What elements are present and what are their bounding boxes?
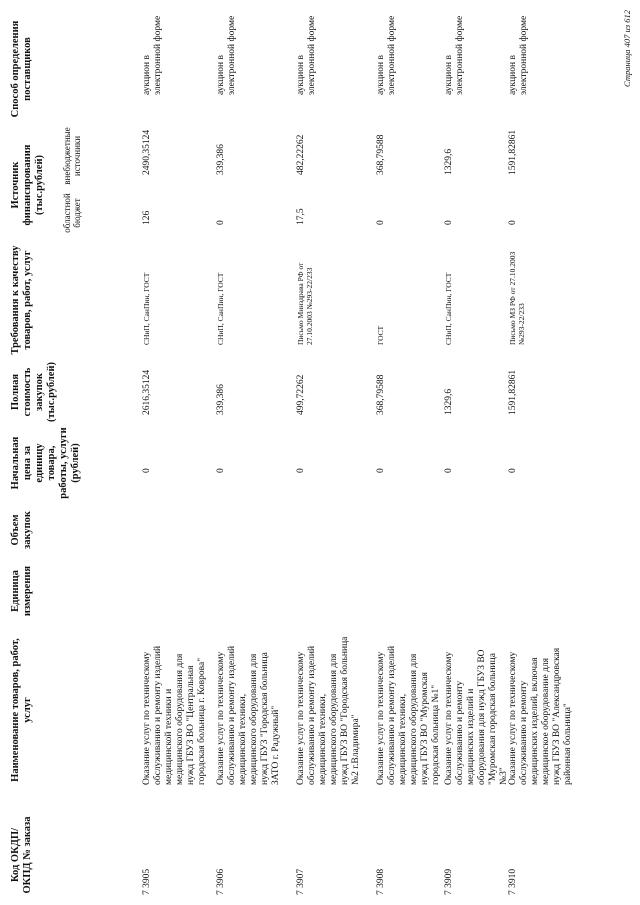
row-3908-id: 7 3908 xyxy=(376,868,386,895)
row-3910-id: 7 3910 xyxy=(508,868,518,895)
header-volume: Объем закупок xyxy=(10,511,34,549)
row-3910-name: Оказание услуг по техническому обслуживанию и ремонту медицинских изделий, включая медицинское оборудование для нужд ГБУЗ ВО "Александровская районная больница" xyxy=(508,647,573,785)
row-3909-name: Оказание услуг по техническому обслуживанию и ремонту медицинских изделий и оборудования для нужд ГБУЗ ВО "Муромская городская больница №3" xyxy=(444,649,509,785)
row-3906-total-cost: 339,386 xyxy=(216,384,226,415)
row-3905-unit-price: 0 xyxy=(142,468,152,473)
header-code: Код ОКДП/ ОКПД № заказа xyxy=(10,816,34,894)
row-3909-extra: 1329,6 xyxy=(444,148,454,175)
row-3910-regional: 0 xyxy=(508,220,518,225)
row-3908-name: Оказание услуг по техническому обслуживанию и ремонту изделий медицинской техники, медицинского оборудования для нужд ГБУЗ ВО "Муромская городская больница №1" xyxy=(376,645,441,785)
row-3910-unit-price: 0 xyxy=(508,468,518,473)
header-total-cost: Полная стоимость закупок (тыс.рублей) xyxy=(10,361,58,423)
row-3910-method: аукцион в электронной форме xyxy=(508,15,529,95)
row-3905-name: Оказание услуг по техническому обслуживанию и ремонту изделий медицинской техники и медицинского оборудования для нужд ГБУЗ ВО "Центральная городская больница г. Коврова" xyxy=(142,645,207,785)
row-3909-id: 7 3909 xyxy=(444,868,454,895)
row-3909-unit-price: 0 xyxy=(444,468,454,473)
row-3907-unit-price: 0 xyxy=(296,468,306,473)
row-3908-method: аукцион в электронной форме xyxy=(376,15,397,95)
row-3906-extra: 339,386 xyxy=(216,144,226,175)
row-3905-total-cost: 2616,35124 xyxy=(142,369,152,415)
row-3905-method: аукцион в электронной форме xyxy=(142,15,163,95)
row-3908-total-cost: 368,79588 xyxy=(376,374,386,415)
row-3906-regional: 0 xyxy=(216,220,226,225)
page-number: Страница 407 из 612 xyxy=(622,10,632,87)
header-funding-regional: областной бюджет xyxy=(62,193,83,233)
row-3909-regional: 0 xyxy=(444,220,454,225)
header-unit-price: Начальная цена за единицу товара, работы, услуги (рублей) xyxy=(10,427,82,499)
row-3909-total-cost: 1329,6 xyxy=(444,388,454,415)
row-3907-id: 7 3907 xyxy=(296,868,306,895)
header-unit: Единица измерения xyxy=(10,565,34,617)
header-funding: Источник финансирования (тыс.рублей) xyxy=(10,144,46,226)
row-3905-regional: 126 xyxy=(142,210,152,225)
row-3909-quality: СНиП, СанПин, ГОСТ xyxy=(444,272,453,345)
row-3907-quality: Письмо Минздрава РФ от 27.10.2003 №293-22/233 xyxy=(296,262,314,345)
row-3906-method: аукцион в электронной форме xyxy=(216,15,237,95)
row-3908-unit-price: 0 xyxy=(376,468,386,473)
row-3908-extra: 368,79588 xyxy=(376,134,386,175)
row-3905-id: 7 3905 xyxy=(142,868,152,895)
row-3908-quality: ГОСТ xyxy=(376,325,385,345)
row-3910-extra: 1591,82861 xyxy=(508,129,518,175)
row-3906-quality: СНиП, СанПин, ГОСТ xyxy=(216,272,225,345)
row-3907-total-cost: 499,72262 xyxy=(296,374,306,415)
row-3907-regional: 17,5 xyxy=(296,208,306,225)
row-3908-regional: 0 xyxy=(376,220,386,225)
row-3907-extra: 482,22262 xyxy=(296,134,306,175)
row-3905-quality: СНиП, СанПин, ГОСТ xyxy=(142,272,151,345)
row-3905-extra: 2490,35124 xyxy=(142,129,152,175)
row-3909-method: аукцион в электронной форме xyxy=(444,15,465,95)
row-3910-quality: Письмо МЗ РФ от 27.10.2003 №293-22/233 xyxy=(508,251,526,345)
header-method: Способ определения поставщиков xyxy=(10,20,34,118)
header-quality: Требования к качеству товаров, работ, услуг xyxy=(10,245,34,355)
header-funding-extra: внебюджетные источники xyxy=(62,127,83,185)
row-3907-method: аукцион в электронной форме xyxy=(296,15,317,95)
row-3907-name: Оказание услуг по техническому обслуживанию и ремонту изделий медицинской техники, медицинского оборудования для нужд ГБУЗ ВО "Городская больница №2 г.Владимира" xyxy=(296,636,361,785)
header-name: Наименование товаров, работ, услуг xyxy=(10,638,34,782)
row-3906-unit-price: 0 xyxy=(216,468,226,473)
row-3906-name: Оказание услуг по техническому обслуживанию и ремонту изделий медицинской техники, медицинского оборудования для нужд ГБУЗ "Городская больница ЗАТО г. Радужный" xyxy=(216,645,281,785)
row-3910-total-cost: 1591,82861 xyxy=(508,369,518,415)
row-3906-id: 7 3906 xyxy=(216,868,226,895)
